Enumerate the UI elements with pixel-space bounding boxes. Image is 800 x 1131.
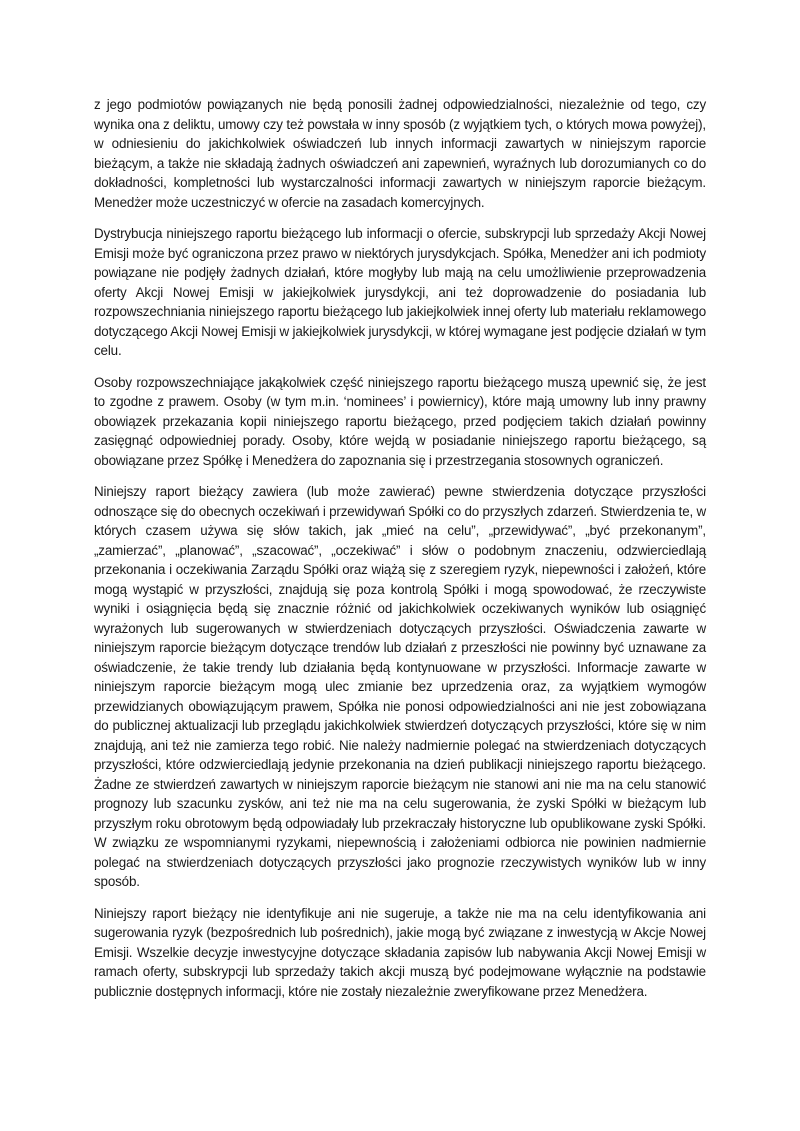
paragraph-dissemination: Osoby rozpowszechniające jakąkolwiek część niniejszego raportu bieżącego muszą upewnić się, że jest to zgodne z prawem. Osoby (w tym m.in. ‘nominees’ i powiernicy), które mają umowny lub inny prawny obowiązek przekazania kopii niniejszego raportu bieżącego, przed podjęciem takich działań powinny zasięgnąć odpowiedniej porady. Osoby, które wejdą w posiadanie niniejszego raportu bieżącego, są obowiązane przez Spółkę i Menedżera do zapoznania się i przestrzegania stosownych ograniczeń. [94, 374, 706, 468]
document-page [94, 95, 706, 1013]
paragraph-risks: Niniejszy raport bieżący nie identyfikuje ani nie sugeruje, a także nie ma na celu identyfikowania ani sugerowania ryzyk (bezpośrednich lub pośrednich), jakie mogą być związane z inwestycją w Akcje Nowej Emisji. Wszelkie decyzje inwestycyjne dotyczące składania zapisów lub nabywania Akcji Nowej Emisji w ramach oferty, subskrypcji lub sprzedaży takich akcji muszą być podejmowane wyłącznie na podstawie publicznie dostępnych informacji, które nie zostały niezależnie zweryfikowane przez Menedżera. [94, 905, 706, 999]
paragraph-forward-looking: Niniejszy raport bieżący zawiera (lub może zawierać) pewne stwierdzenia dotyczące przyszłości odnoszące się do obecnych oczekiwań i przewidywań Spółki co do przyszłych zdarzeń. Stwierdzenia te, w których czasem używa się słów takich, jak „mieć na celu”, „przewidywać”, „być przekonanym”, „zamierzać”, „planować”, „szacować”, „oczekiwać” i słów o podobnym znaczeniu, odzwierciedlają przekonania i oczekiwania Zarządu Spółki oraz wiążą się z szeregiem ryzyk, niepewności i założeń, które mogą wystąpić w przyszłości, znajdują się poza kontrolą Spółki i mogą spowodować, że rzeczywiste wyniki i osiągnięcia będą się znacznie różnić od jakichkolwiek oczekiwanych wyników lub osiągnięć wyrażonych lub sugerowanych w stwierdzeniach dotyczących przyszłości. Oświadczenia zawarte w niniejszym raporcie bieżącym dotyczące trendów lub działań z przeszłości nie powinny być uznawane za oświadczenie, że takie trendy lub działania będą kontynuowane w przyszłości. Informacje zawarte w niniejszym raporcie bieżącym mogą ulec zmianie bez uprzedzenia oraz, za wyjątkiem wymogów przewidzianych obowiązującym prawem, Spółka nie ponosi odpowiedzialności ani nie jest zobowiązana do publicznej aktualizacji lub przeglądu jakichkolwiek stwierdzeń dotyczących przyszłości, które się w nim znajdują, ani też nie zamierza tego robić. Nie należy nadmiernie polegać na stwierdzeniach dotyczących przyszłości, które odzwierciedlają jedynie przekonania na dzień publikacji niniejszego raportu bieżącego. Żadne ze stwierdzeń zawartych w niniejszym raporcie bieżącym nie stanowi ani nie ma na celu stanowić prognozy lub szacunku zysków, ani też nie ma na celu sugerowania, że zyski Spółki w bieżącym lub przyszłym roku obrotowym będą odpowiadały lub przekraczały historyczne lub opublikowane zyski Spółki. W związku ze wspomnianymi ryzykami, niepewnością i założeniami odbiorca nie powinien nadmiernie polegać na stwierdzeniach dotyczących przyszłości jako prognozie rzeczywistych wyników lub w inny sposób. [94, 484, 706, 889]
paragraph-liability: z jego podmiotów powiązanych nie będą ponosili żadnej odpowiedzialności, niezależnie od tego, czy wynika ona z deliktu, umowy czy też powstała w inny sposób (z wyjątkiem tych, o których mowa powyżej), w odniesieniu do jakichkolwiek oświadczeń lub innych informacji zawartych w niniejszym raporcie bieżącym, a także nie składają żadnych oświadczeń ani zapewnień, wyraźnych lub dorozumianych co do dokładności, kompletności lub wystarczalności informacji zawartych w niniejszym raporcie bieżącym. Menedżer może uczestniczyć w ofercie na zasadach komercyjnych. [94, 97, 706, 210]
paragraph-distribution: Dystrybucja niniejszego raportu bieżącego lub informacji o ofercie, subskrypcji lub sprzedaży Akcji Nowej Emisji może być ograniczona przez prawo w niektórych jurysdykcjach. Spółka, Menedżer ani ich podmioty powiązane nie podjęły żadnych działań, które mogłyby lub mają na celu umożliwienie przeprowadzenia oferty Akcji Nowej Emisji w jakiejkolwiek jurysdykcji, ani też doprowadzenie do posiadania lub rozpowszechniania niniejszego raportu bieżącego lub jakiejkolwiek innej oferty lub materiału reklamowego dotyczącego Akcji Nowej Emisji w jakiejkolwiek jurysdykcji, w której wymagane jest podjęcie działań w tym celu. [94, 226, 706, 358]
